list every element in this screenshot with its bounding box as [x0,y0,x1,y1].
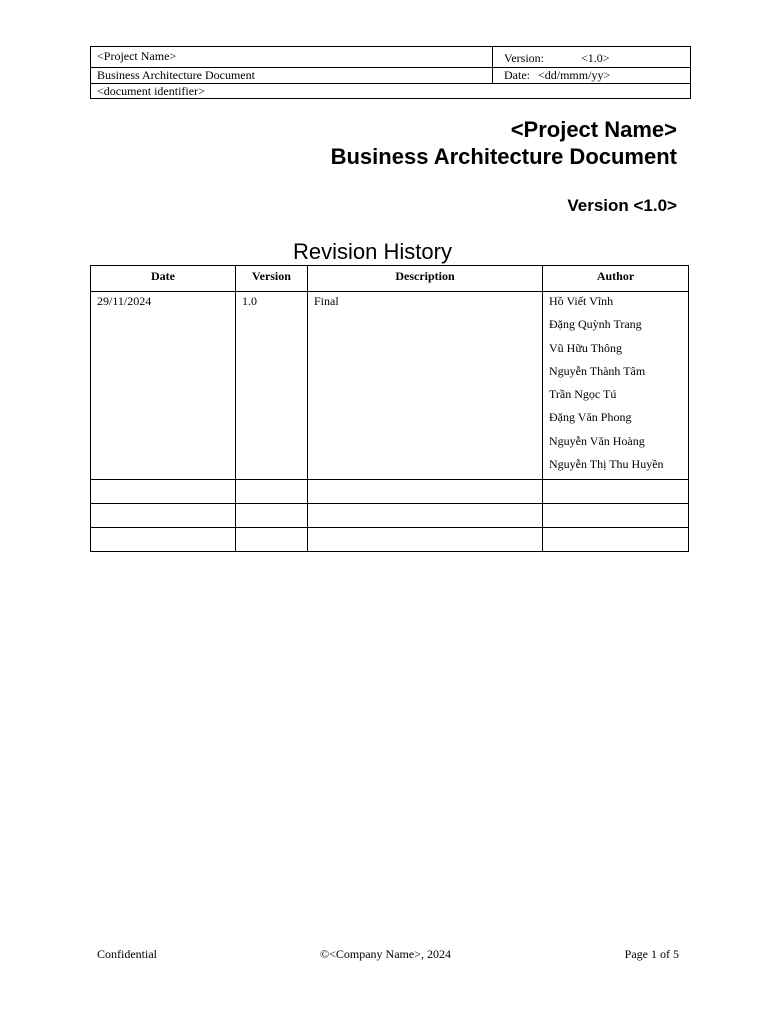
header-date-label: Date: [504,68,530,82]
footer-confidential: Confidential [97,947,157,961]
empty-cell [236,504,308,528]
author-name: Vũ Hữu Thông [549,340,622,355]
author-name: Đặng Văn Phong [549,410,632,425]
cell-description: Final [308,292,543,480]
empty-cell [543,480,689,504]
header-column-divider [492,47,493,83]
empty-cell [308,528,543,552]
author-name: Nguyễn Thành Tâm [549,363,646,378]
author-name: Nguyễn Văn Hoàng [549,433,645,448]
empty-cell [91,504,236,528]
header-doc-identifier: <document identifier> [97,84,205,98]
empty-cell [91,528,236,552]
cell-version: 1.0 [236,292,308,480]
column-header-description: Description [308,266,543,292]
header-doc-title: Business Architecture Document [97,68,255,82]
column-header-version: Version [236,266,308,292]
empty-cell [308,504,543,528]
column-header-date: Date [91,266,236,292]
empty-cell [308,480,543,504]
footer-page-number: Page 1 of 5 [624,947,679,961]
table-header-row [91,266,689,292]
header-version-label: Version: [504,51,544,65]
title-doc-title: Business Architecture Document [330,144,677,169]
empty-cell [91,480,236,504]
author-name: Trần Ngọc Tú [549,387,617,402]
empty-cell [236,528,308,552]
table-row-empty [91,528,689,552]
author-name: Đặng Quỳnh Trang [549,317,642,332]
revision-history-table [90,265,689,552]
header-project-name: <Project Name> [97,49,177,63]
footer-copyright: ©<Company Name>, 2024 [320,947,451,961]
table-row-empty [91,480,689,504]
cell-authors [543,292,689,480]
revision-history-title: Revision History [293,239,452,264]
table-row-empty [91,504,689,528]
author-name: Hồ Viết Vĩnh [549,294,614,308]
empty-cell [543,504,689,528]
cell-date: 29/11/2024 [91,292,236,480]
empty-cell [236,480,308,504]
author-name: Nguyễn Thị Thu Huyền [549,457,664,472]
header-version-value: <1.0> [581,51,610,65]
table-row [91,292,689,480]
column-header-author: Author [543,266,689,292]
header-date-value: <dd/mmm/yy> [538,68,611,82]
empty-cell [543,528,689,552]
title-version: Version <1.0> [567,196,677,215]
document-header-box [90,46,691,99]
title-project-name: <Project Name> [510,117,677,142]
